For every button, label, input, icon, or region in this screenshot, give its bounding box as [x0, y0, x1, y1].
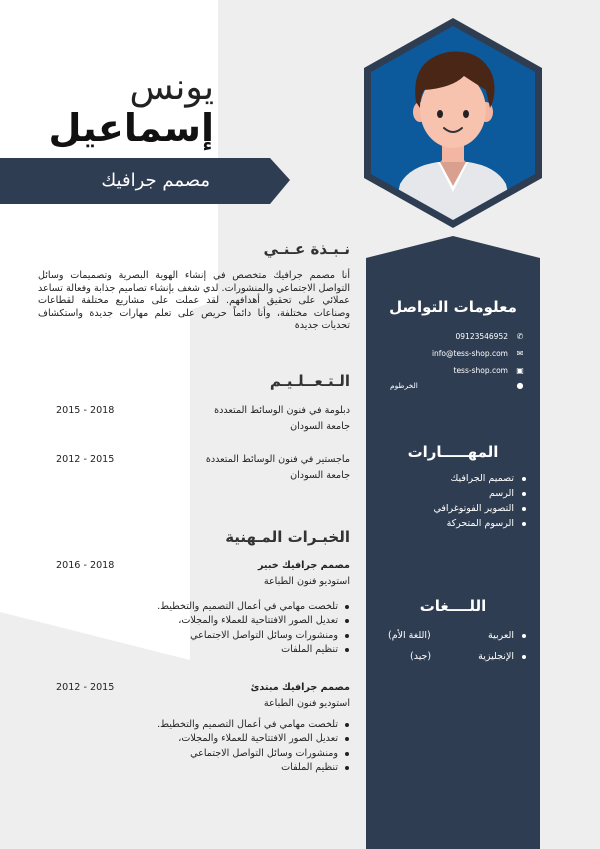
education-school-2: جامعة السودان [290, 470, 350, 481]
experience-duties-2 [140, 718, 352, 775]
experience-role-1: مصمم جرافيك خبير [257, 560, 350, 571]
map-pin-icon: ● [516, 381, 524, 390]
skill-item [380, 473, 526, 484]
list-item: تعديل الصور الافتتاحية للعملاء والمجلات، [140, 614, 352, 628]
experience-company-1: استوديو فنون الطباعة [263, 576, 350, 587]
phone-text: 09123546952 [455, 331, 508, 341]
list-item: تلخصت مهامي في أعمال التصميم والتخطيط. [140, 600, 352, 614]
language-level: (جيد) [410, 651, 432, 662]
language-item [380, 630, 526, 641]
envelope-icon: ✉ [516, 348, 524, 358]
list-item: ومنشورات وسائل التواصل الاجتماعي [140, 747, 352, 761]
education-years-2: 2012 - 2015 [56, 454, 115, 465]
list-item: ومنشورات وسائل التواصل الاجتماعي [140, 629, 352, 643]
location-text: الخرطوم [390, 381, 418, 390]
avatar [360, 16, 546, 230]
language-level: (اللغة الأم) [388, 630, 431, 641]
contact-heading: معلومات التواصل [389, 298, 517, 316]
last-name: إسماعيل [48, 106, 214, 150]
experience-years-2: 2012 - 2015 [56, 682, 115, 693]
experience-heading: الخبـرات المـهنية [225, 528, 350, 546]
monitor-icon: ▣ [516, 365, 524, 375]
contact-phone [380, 329, 526, 343]
phone-icon: ✆ [516, 331, 524, 341]
experience-company-2: استوديو فنون الطباعة [263, 698, 350, 709]
languages-heading: اللــــغات [419, 597, 487, 615]
contact-location [380, 380, 526, 394]
skills-heading: المهـــــارات [407, 443, 499, 461]
contact-email[interactable] [380, 346, 526, 360]
skill-item [380, 518, 526, 529]
website-text[interactable]: tess-shop.com [453, 365, 508, 375]
language-name: الإنجليزية [478, 651, 514, 662]
language-name: العربية [488, 630, 514, 641]
education-school-1: جامعة السودان [290, 421, 350, 432]
experience-duties-1 [140, 600, 352, 657]
skill-label: التصوير الفوتوغرافي [433, 503, 514, 514]
contact-website[interactable] [380, 363, 526, 377]
about-heading: نـبـذة عـنـي [263, 240, 350, 258]
skill-item [380, 488, 526, 499]
skill-label: الرسوم المتحركة [446, 518, 514, 529]
education-degree-1: دبلومة في فنون الوسائط المتعددة [214, 405, 350, 416]
list-item: تلخصت مهامي في أعمال التصميم والتخطيط. [140, 718, 352, 732]
experience-years-1: 2016 - 2018 [56, 560, 115, 571]
skill-label: الرسم [488, 488, 514, 499]
education-degree-2: ماجستير في فنون الوسائط المتعددة [205, 454, 350, 465]
education-years-1: 2015 - 2018 [56, 405, 115, 416]
education-heading: الـتـعــلـيـم [269, 372, 350, 390]
list-item: تنظيم الملفات [140, 761, 352, 775]
experience-role-2: مصمم جرافيك مبتدئ [250, 682, 350, 693]
language-item [380, 651, 526, 662]
email-text[interactable]: info@tess-shop.com [431, 348, 508, 358]
about-text: أنا مصمم جرافيك متخصص في إنشاء الهوية البصرية وتصميمات وسائل التواصل الاجتماعي والمنشورات. لدي شغف بإنشاء تصاميم جذابة وفعالة تساعد عملائي على تحقيق أهدافهم. لقد عملت على مشاريع مختلفة لقطاعات وصناعات مختلفة، وأنا دائماً حريص على تعلم مهارات جديدة واستكشاف تحديات جديدة [38, 270, 350, 331]
list-item: تنظيم الملفات [140, 643, 352, 657]
list-item: تعديل الصور الافتتاحية للعملاء والمجلات، [140, 732, 352, 746]
job-title: مصمم جرافيك [101, 170, 210, 191]
skill-item [380, 503, 526, 514]
skill-label: تصميم الجرافيك [450, 473, 514, 484]
first-name: يونس [129, 67, 214, 108]
